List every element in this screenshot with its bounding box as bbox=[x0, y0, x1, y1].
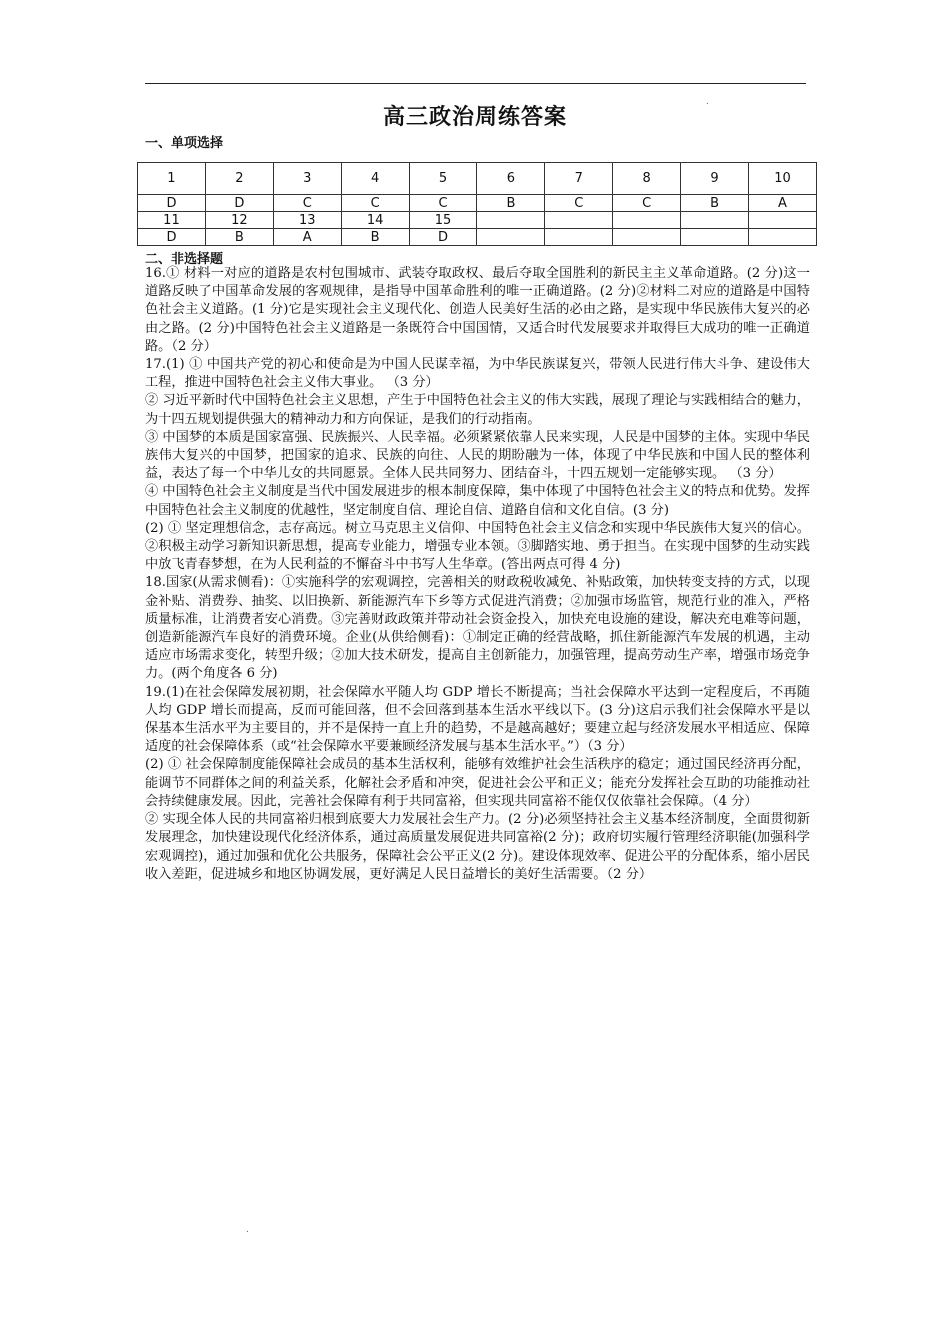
question-number-cell: 14 bbox=[341, 212, 409, 229]
question-number-cell: 7 bbox=[545, 163, 613, 195]
header-rule bbox=[145, 83, 806, 84]
answer-cell bbox=[749, 229, 817, 246]
answer-cell bbox=[545, 229, 613, 246]
answer-paragraph: 18.国家(从需求侧看)：①实施科学的宏观调控，完善相关的财政税收减免、补贴政策，加快转变支持的方式，以现金补贴、消费券、抽奖、以旧换新、新能源汽车下乡等方式促进汽消费；②加强市场监管，规范行业的准入，严格质量标准，让消费者安心消费。③完善财政政策并带动社会资金投入，加快充电设施的建设，解决充电难等问题，创造新能源汽车良好的消费环境。企业(从供给侧看)：①制定正确的经营战略，抓住新能源汽车发展的机遇，主动适应市场需求变化，转型升级；②加大技术研发，提高自主创新能力，加强管理，提高劳动生产率，增强市场竞争力。(两个角度各 6 分) bbox=[145, 575, 810, 682]
question-number-cell bbox=[681, 212, 749, 229]
answer-cell: C bbox=[341, 195, 409, 212]
question-number-cell: 2 bbox=[205, 163, 273, 195]
answer-paragraph: ② 实现全体人民的共同富裕归根到底要大力发展社会生产力。(2 分)必须坚持社会主义基本经济制度，全面贯彻新发展理念，加快建设现代化经济体系，通过高质量发展促进共同富裕(2 分)；政府切实履行管理经济职能(加强科学宏观调控)，通过加强和优化公共服务，保障社会公平正义(2 分)。建设体现效率、促进公平的分配体系，缩小居民收入差距，促进城乡和地区协调发展，更好满足人民日益增长的美好生活需要。（2 分） bbox=[145, 812, 810, 882]
answer-cell: B bbox=[341, 229, 409, 246]
question-number-cell bbox=[749, 212, 817, 229]
question-number-cell: 13 bbox=[273, 212, 341, 229]
question-number-cell: 6 bbox=[477, 163, 545, 195]
answer-paragraph: 19.(1)在社会保障发展初期，社会保障水平随人均 GDP 增长不断提高；当社会保障水平达到一定程度后，不再随人均 GDP 增长而提高，反而可能回落，但不会回落到基本生活水平线以下。(3 分)这启示我们社会保障水平是以保基本生活水平为主要目的，并不是保持一直上升的趋势，不是越高越好；要建立起与经济发展水平相适应、保障适度的社会保障体系（或“社会保障水平要兼顾经济发展与基本生活水平。”）（3 分） bbox=[145, 684, 810, 755]
answer-table bbox=[137, 162, 817, 246]
question-number-cell: 5 bbox=[409, 163, 477, 195]
question-number-cell: 4 bbox=[341, 163, 409, 195]
answer-paragraph: 17.(1) ① 中国共产党的初心和使命是为中国人民谋幸福，为中华民族谋复兴，带领人民进行伟大斗争、建设伟大工程，推进中国特色社会主义伟大事业。 （3 分） bbox=[145, 357, 810, 391]
answer-cell bbox=[477, 229, 545, 246]
question-number-cell: 9 bbox=[681, 163, 749, 195]
section-heading-mcq: 一、单项选择 bbox=[145, 136, 224, 151]
answer-cell bbox=[681, 229, 749, 246]
answer-paragraph: ② 习近平新时代中国特色社会主义思想，产生于中国特色社会主义的伟大实践，展现了理论与实践相结合的魅力，为十四五规划提供强大的精神动力和方向保证，是我们的行动指南。 bbox=[145, 393, 810, 427]
question-number-cell: 10 bbox=[749, 163, 817, 195]
answer-paragraph: (2) ① 坚定理想信念，志存高远。树立马克思主义信仰、中国特色社会主义信念和实现中华民族伟大复兴的信心。②积极主动学习新知识新思想，提高专业能力，增强专业本领。③脚踏实地、勇于担当。在实现中国梦的生动实践中放飞青春梦想，在为人民利益的不懈奋斗中书写人生华章。(答出两点可得 4 分) bbox=[145, 520, 810, 573]
answer-cell: A bbox=[273, 229, 341, 246]
question-number-cell bbox=[477, 212, 545, 229]
answer-cell: B bbox=[477, 195, 545, 212]
answer-cell: C bbox=[409, 195, 477, 212]
essay-answers bbox=[145, 265, 810, 884]
answer-cell: D bbox=[138, 195, 206, 212]
answer-cell: C bbox=[273, 195, 341, 212]
stray-mark: . bbox=[706, 97, 709, 107]
question-number-cell: 11 bbox=[138, 212, 206, 229]
answer-paragraph: 16.① 材料一对应的道路是农村包围城市、武装夺取政权、最后夺取全国胜利的新民主主义革命道路。(2 分)这一道路反映了中国革命发展的客观规律，是指导中国革命胜利的唯一正确道路。(2 分)②材料二对应的道路是中国特色社会主义道路。(1 分)它是实现社会主义现代化、创造人民美好生活的必由之路，是实现中华民族伟大复兴的必由之路。(2 分)中国特色社会主义道路是一条既符合中国国情，又适合时代发展要求并取得巨大成功的唯一正确道路。（2 分） bbox=[145, 266, 810, 354]
answer-cell: D bbox=[138, 229, 206, 246]
stray-mark: . bbox=[246, 1225, 249, 1235]
table-row bbox=[138, 229, 817, 246]
table-row bbox=[138, 195, 817, 212]
question-number-cell: 3 bbox=[273, 163, 341, 195]
question-number-cell bbox=[613, 212, 681, 229]
answer-cell bbox=[613, 229, 681, 246]
answer-paragraph: ④ 中国特色社会主义制度是当代中国发展进步的根本制度保障，集中体现了中国特色社会主义的特点和优势。发挥中国特色社会主义制度的优越性，坚定制度自信、理论自信、道路自信和文化自信。(3 分) bbox=[145, 484, 810, 518]
answer-cell: D bbox=[409, 229, 477, 246]
question-number-cell: 15 bbox=[409, 212, 477, 229]
answer-cell: C bbox=[613, 195, 681, 212]
answer-cell: D bbox=[205, 195, 273, 212]
page-title: 高三政治周练答案 bbox=[382, 105, 567, 130]
answer-cell: B bbox=[205, 229, 273, 246]
answer-paragraph: (2) ① 社会保障制度能保障社会成员的基本生活权利，能够有效维护社会生活秩序的稳定；通过国民经济再分配，能调节不同群体之间的利益关系，化解社会矛盾和冲突，促进社会公平和正义；能充分发挥社会互助的功能推动社会持续健康发展。因此，完善社会保障有利于共同富裕，但实现共同富裕不能仅仅依靠社会保障。（4 分） bbox=[145, 757, 810, 809]
answer-cell: A bbox=[749, 195, 817, 212]
question-number-cell bbox=[545, 212, 613, 229]
section-heading-essay: 二、非选择题 bbox=[145, 252, 224, 267]
table-row bbox=[138, 163, 817, 195]
table-row bbox=[138, 212, 817, 229]
question-number-cell: 1 bbox=[138, 163, 206, 195]
answer-cell: B bbox=[681, 195, 749, 212]
answer-cell: C bbox=[545, 195, 613, 212]
answer-paragraph: ③ 中国梦的本质是国家富强、民族振兴、人民幸福。必须紧紧依靠人民来实现，人民是中国梦的主体。实现中华民族伟大复兴的中国梦，把国家的追求、民族的向往、人民的期盼融为一体，体现了中华民族和中国人民的整体利益，表达了每一个中华儿女的共同愿景。全体人民共同努力、团结奋斗，十四五规划一定能够实现。 （3 分） bbox=[145, 429, 810, 482]
question-number-cell: 12 bbox=[205, 212, 273, 229]
question-number-cell: 8 bbox=[613, 163, 681, 195]
